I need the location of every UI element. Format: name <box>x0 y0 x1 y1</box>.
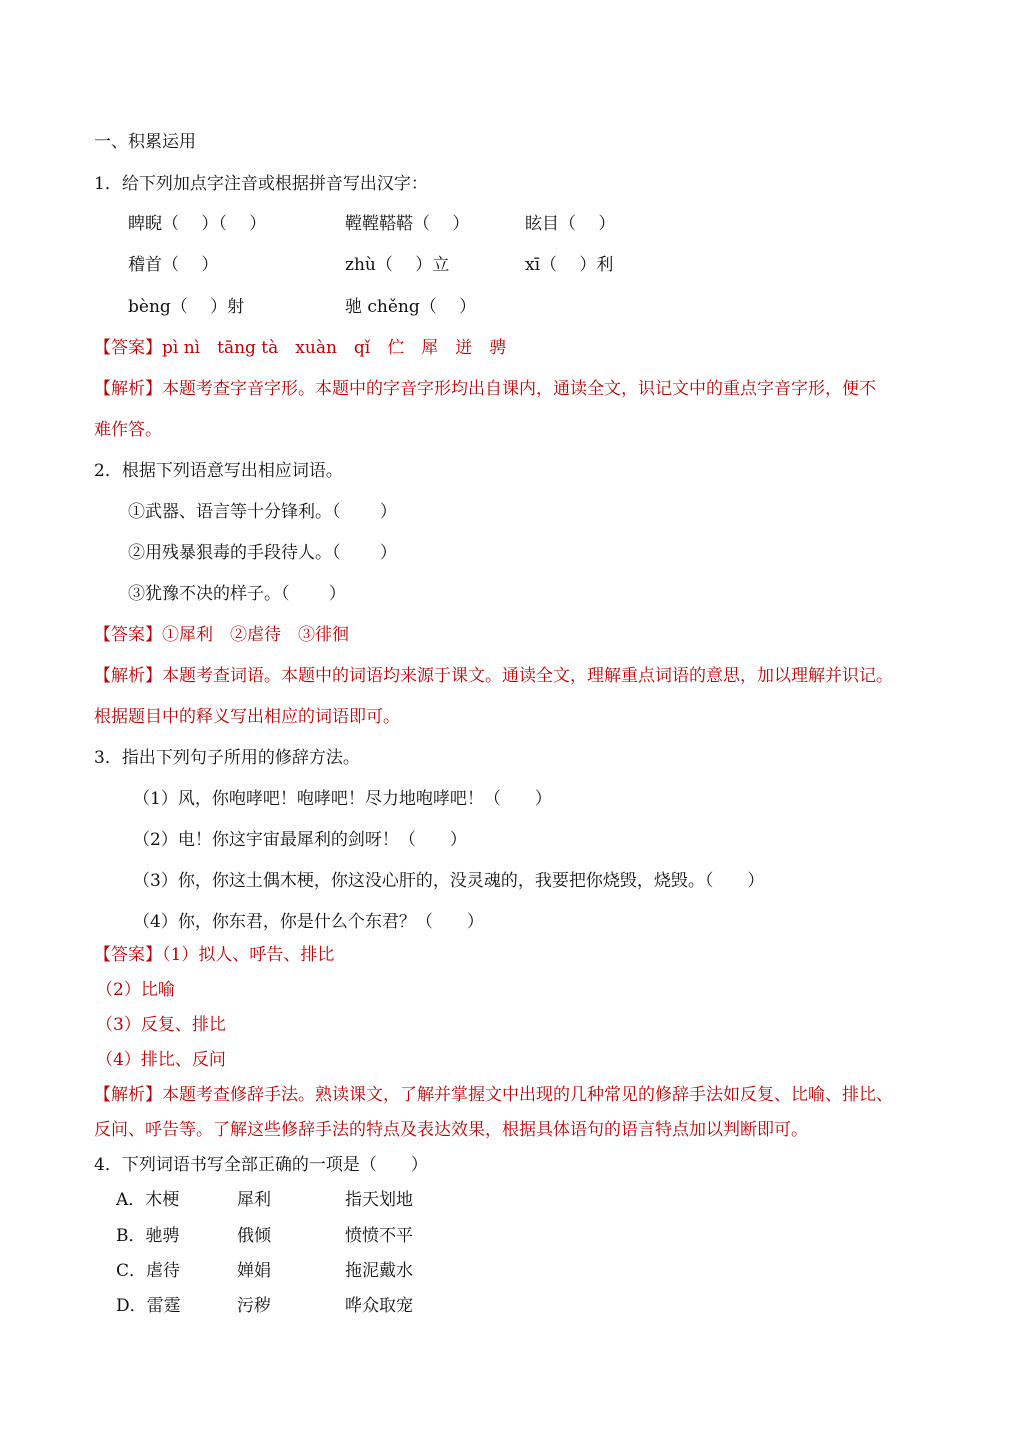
q2-analysis-cont: 根据题目中的释义写出相应的词语即可。 <box>94 707 400 727</box>
answer-tag: 【答案】 <box>94 945 162 965</box>
q4-option-word: 婵娟 <box>237 1261 271 1281</box>
analysis-text: 本题考查字音字形。本题中的字音字形均出自课内，通读全文，识记文中的重点字音字形，便不 <box>162 379 876 399</box>
analysis-tag: 【解析】 <box>94 1085 162 1105</box>
analysis-text: 本题考查修辞手法。熟读课文，了解并掌握文中出现的几种常见的修辞手法如反复、比喻、排比、 <box>162 1085 893 1105</box>
q2-item: ②用残暴狠毒的手段待人。（ ） <box>128 543 397 563</box>
q1-answer <box>94 338 506 358</box>
q4-option-word: 指天划地 <box>345 1190 413 1210</box>
q1-analysis <box>94 379 876 399</box>
q1-item: 驰 chěng（ ） <box>345 297 477 317</box>
q3-item: （2）电！你这宇宙最犀利的剑呀！（ ） <box>133 830 467 850</box>
q3-answer-line: （2）比喻 <box>96 980 175 1000</box>
question-3-stem: 3．指出下列句子所用的修辞方法。 <box>94 748 360 768</box>
answer-text: pì nì tāng tà xuàn qǐ 伫 犀 迸 骋 <box>162 338 507 358</box>
q3-analysis-cont: 反问、呼告等。了解这些修辞手法的特点及表达效果，根据具体语句的语言特点加以判断即可。 <box>94 1120 808 1140</box>
section-heading: 一、积累运用 <box>94 132 196 152</box>
analysis-text: 本题考查词语。本题中的词语均来源于课文。通读全文，理解重点词语的意思，加以理解并识记。 <box>162 666 893 686</box>
q4-option-a: A．木梗 <box>116 1190 180 1210</box>
answer-text: ①犀利 ②虐待 ③徘徊 <box>162 625 349 645</box>
q4-option-c: C．虐待 <box>116 1261 181 1281</box>
q4-option-word: 犀利 <box>237 1190 271 1210</box>
q4-option-b: B．驰骋 <box>116 1226 180 1246</box>
q4-option-word: 愤愤不平 <box>345 1226 413 1246</box>
q1-item: 鞺鞺鞳鞳（ ） <box>345 214 470 234</box>
q3-answer-line: （4）排比、反问 <box>96 1050 226 1070</box>
q2-item: ③犹豫不决的样子。（ ） <box>128 584 346 604</box>
q3-answer-line: （3）反复、排比 <box>96 1015 226 1035</box>
answer-tag: 【答案】 <box>94 625 162 645</box>
q4-option-d: D．雷霆 <box>116 1296 181 1316</box>
q2-item: ①武器、语言等十分锋利。（ ） <box>128 502 397 522</box>
question-1-stem: 1．给下列加点字注音或根据拼音写出汉字： <box>94 174 428 194</box>
q1-item: bèng（ ）射 <box>128 297 245 317</box>
q3-analysis <box>94 1085 893 1105</box>
q4-option-word: 俄倾 <box>237 1226 271 1246</box>
question-2-stem: 2．根据下列语意写出相应词语。 <box>94 461 343 481</box>
q4-option-word: 哗众取宠 <box>345 1296 413 1316</box>
q3-item: （3）你，你这土偶木梗，你这没心肝的，没灵魂的，我要把你烧毁，烧毁。（ ） <box>133 871 765 891</box>
analysis-tag: 【解析】 <box>94 666 162 686</box>
q1-analysis-cont: 难作答。 <box>94 420 162 440</box>
q1-item: 稽首（ ） <box>128 255 219 275</box>
q1-item: 眩目（ ） <box>525 214 616 234</box>
q1-item: xī（ ）利 <box>525 255 614 275</box>
q3-item: （4）你，你东君，你是什么个东君？（ ） <box>133 912 484 932</box>
question-4-stem: 4．下列词语书写全部正确的一项是（ ） <box>94 1155 428 1175</box>
answer-text: （1）拟人、呼告、排比 <box>162 945 335 965</box>
q4-option-word: 污秽 <box>237 1296 271 1316</box>
q1-item: 睥睨（ ）（ ） <box>128 214 267 234</box>
q4-option-word: 拖泥戴水 <box>345 1261 413 1281</box>
q2-analysis <box>94 666 893 686</box>
answer-tag: 【答案】 <box>94 338 162 358</box>
analysis-tag: 【解析】 <box>94 379 162 399</box>
q2-answer <box>94 625 349 645</box>
q1-item: zhù（ ）立 <box>345 255 450 275</box>
q3-item: （1）风，你咆哮吧！咆哮吧！尽力地咆哮吧！（ ） <box>133 789 552 809</box>
q3-answer <box>94 945 334 965</box>
